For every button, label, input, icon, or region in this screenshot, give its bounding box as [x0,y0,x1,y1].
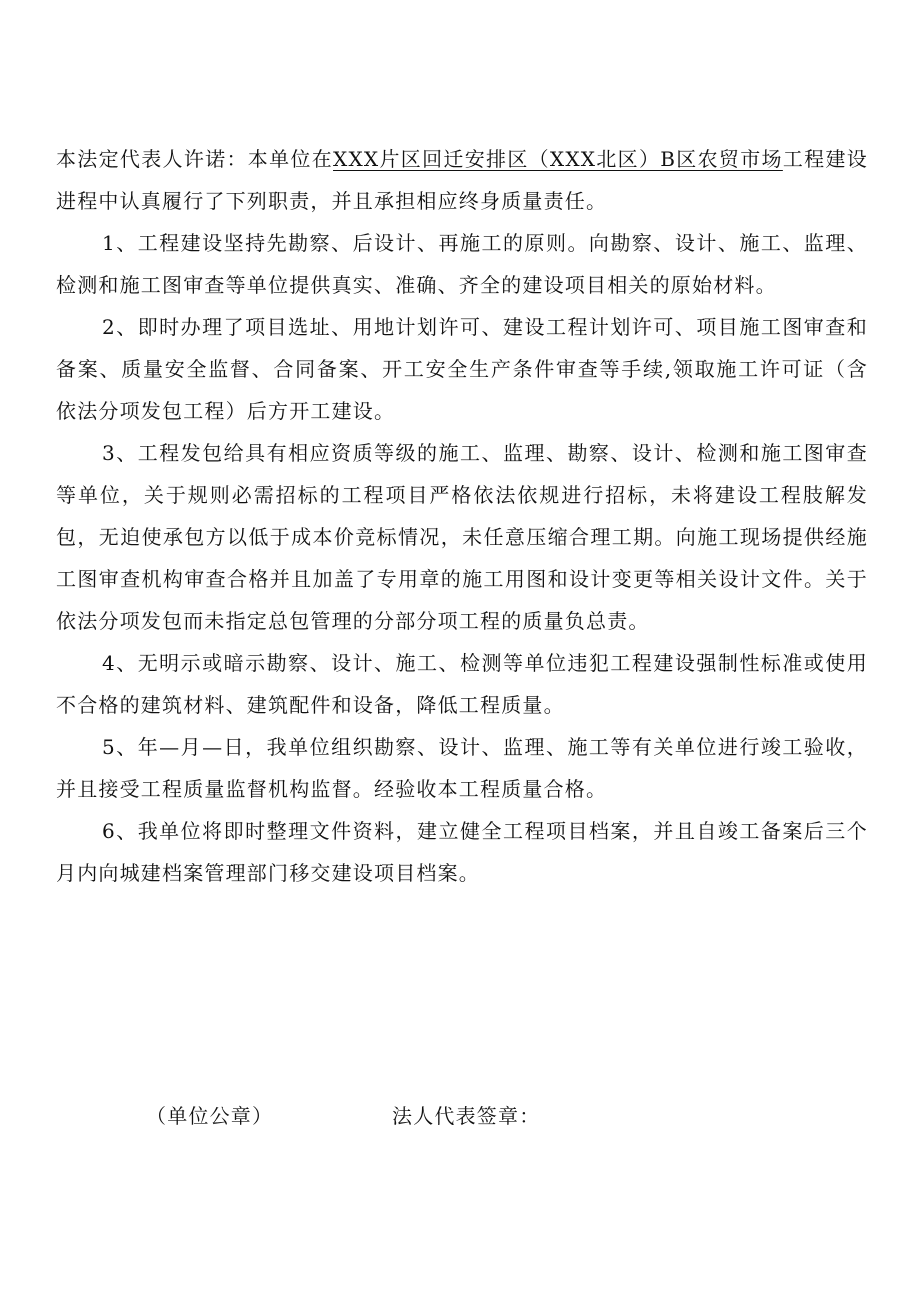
intro-prefix: 本法定代表人许诺：本单位在 [56,147,334,171]
duty-item-5: 5、年—月—日，我单位组织勘察、设计、监理、施工等有关单位进行竣工验收，并且接受工程质量监督机构监督。经验收本工程质量合格。 [56,735,868,801]
duty-item-2: 2、即时办理了项目选址、用地计划许可、建设工程计划许可、项目施工图审查和备案、质量安全监督、合同备案、开工安全生产条件审查等手续,领取施工许可证（含依法分项发包工程）后方开工建设。 [56,315,868,423]
project-name: XXX片区回迁安排区（XXX北区）B区农贸市场 [333,147,783,171]
document-body [56,138,868,894]
duty-item-1: 1、工程建设坚持先勘察、后设计、再施工的原则。向勘察、设计、施工、监理、检测和施工图审查等单位提供真实、准确、齐全的建设项目相关的原始材料。 [56,231,868,297]
signature-row [0,1100,920,1140]
unit-seal-label: （单位公章） [146,1104,274,1128]
duty-item-4: 4、无明示或暗示勘察、设计、施工、检测等单位违犯工程建设强制性标准或使用不合格的建筑材料、建筑配件和设备，降低工程质量。 [56,651,868,717]
duty-item-3: 3、工程发包给具有相应资质等级的施工、监理、勘察、设计、检测和施工图审查等单位，关于规则必需招标的工程项目严格依法依规进行招标，未将建设工程肢解发包，无迫使承包方以低于成本价竞标情况，未任意压缩合理工期。向施工现场提供经施工图审查机构审查合格并且加盖了专用章的施工用图和设计变更等相关设计文件。关于依法分项发包而未指定总包管理的分部分项工程的质量负总责。 [56,441,868,633]
duty-item-6: 6、我单位将即时整理文件资料，建立健全工程项目档案，并且自竣工备案后三个月内向城建档案管理部门移交建设项目档案。 [56,819,868,885]
intro-suffix: 工程建设进程中认真履行了下列职责，并且承担相应终身质量责任。 [56,147,868,213]
intro-paragraph [56,138,868,222]
legal-representative-signature-label: 法人代表签章： [392,1104,541,1128]
